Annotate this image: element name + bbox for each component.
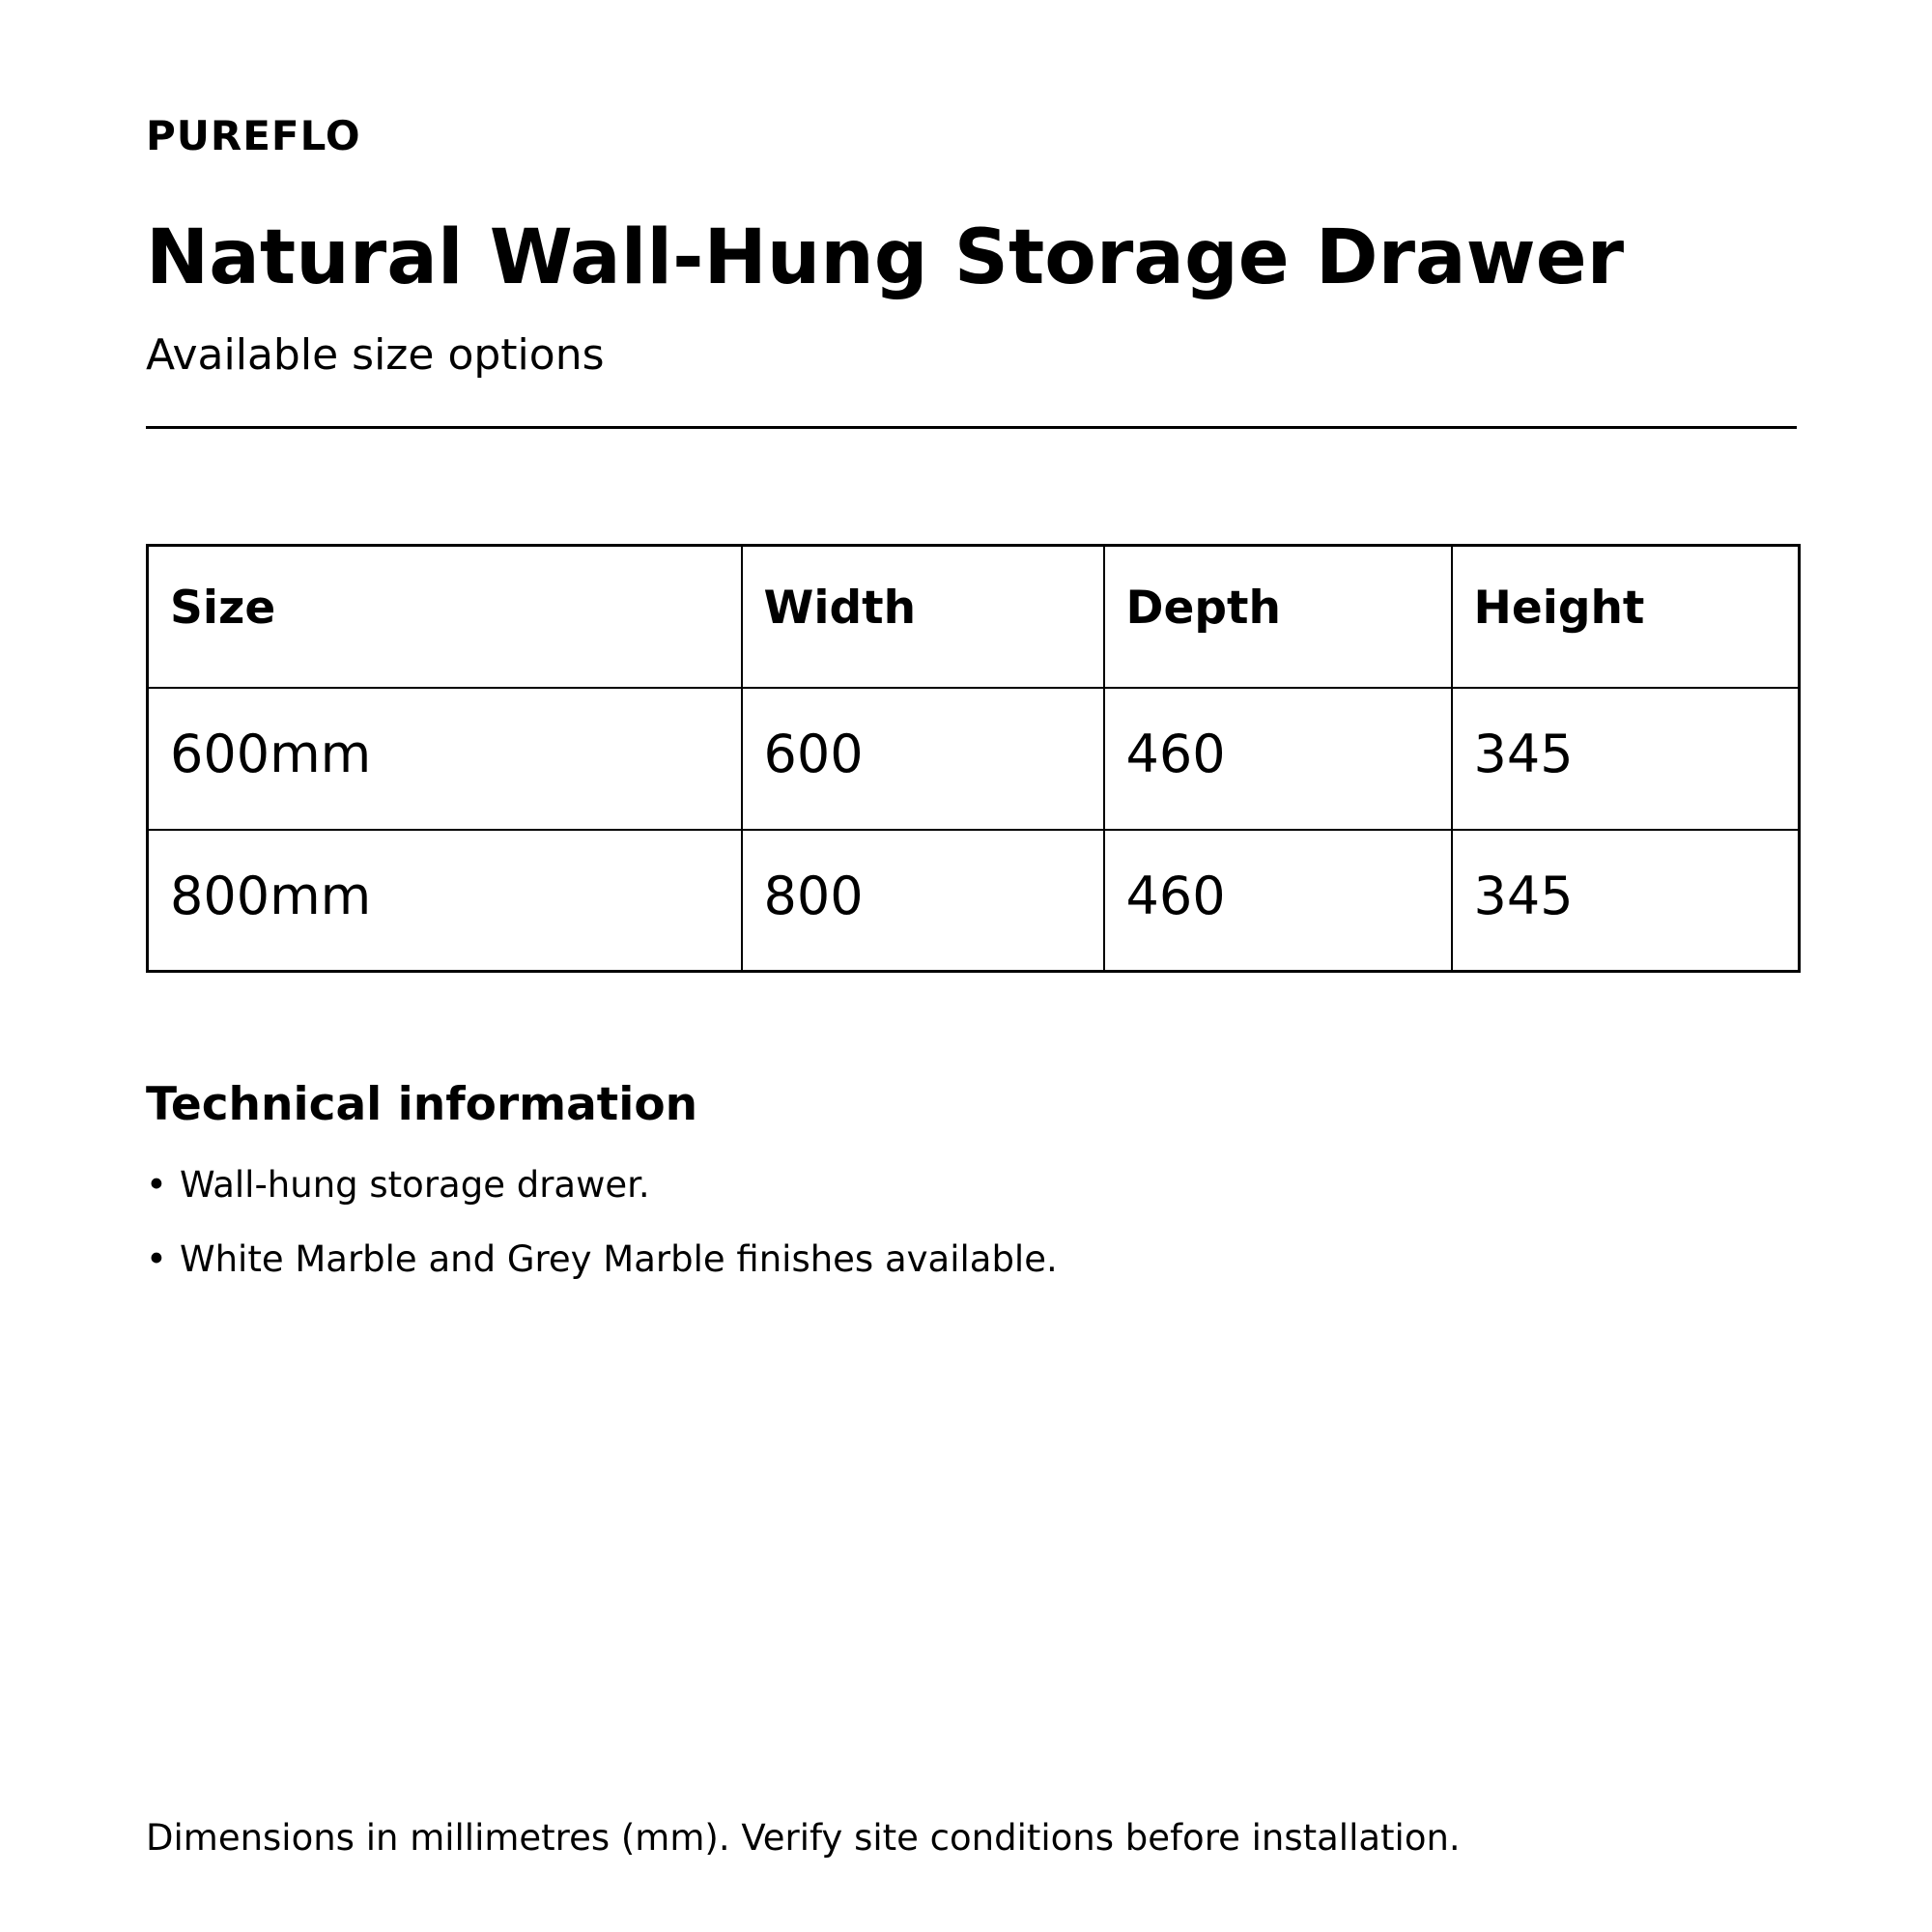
table-row	[148, 830, 1800, 972]
table-row	[148, 688, 1800, 830]
column-header-size: Size	[148, 546, 742, 688]
list-item-text: Wall-hung storage drawer.	[180, 1164, 650, 1206]
cell-depth: 460	[1104, 830, 1452, 972]
page-subtitle: Available size options	[146, 330, 605, 380]
list-item-text: White Marble and Grey Marble finishes available.	[180, 1238, 1058, 1280]
cell-width: 800	[742, 830, 1104, 972]
cell-height: 345	[1452, 830, 1800, 972]
cell-size: 800mm	[148, 830, 742, 972]
technical-info-list	[146, 1164, 1058, 1316]
cell-height: 345	[1452, 688, 1800, 830]
list-item	[146, 1164, 1058, 1241]
list-item	[146, 1238, 1058, 1316]
column-header-depth: Depth	[1104, 546, 1452, 688]
brand-name: PUREFLO	[146, 112, 361, 159]
column-header-height: Height	[1452, 546, 1800, 688]
size-options-table	[146, 544, 1801, 973]
header-divider	[146, 426, 1797, 429]
column-header-width: Width	[742, 546, 1104, 688]
cell-width: 600	[742, 688, 1104, 830]
page-title: Natural Wall-Hung Storage Drawer	[146, 214, 1625, 301]
bullet-marker: •	[146, 1164, 167, 1206]
technical-info-heading: Technical information	[146, 1078, 698, 1131]
cell-size: 600mm	[148, 688, 742, 830]
cell-depth: 460	[1104, 688, 1452, 830]
bullet-marker: •	[146, 1238, 167, 1280]
table-header-row	[148, 546, 1800, 688]
footnote: Dimensions in millimetres (mm). Verify site conditions before installation.	[146, 1817, 1461, 1859]
